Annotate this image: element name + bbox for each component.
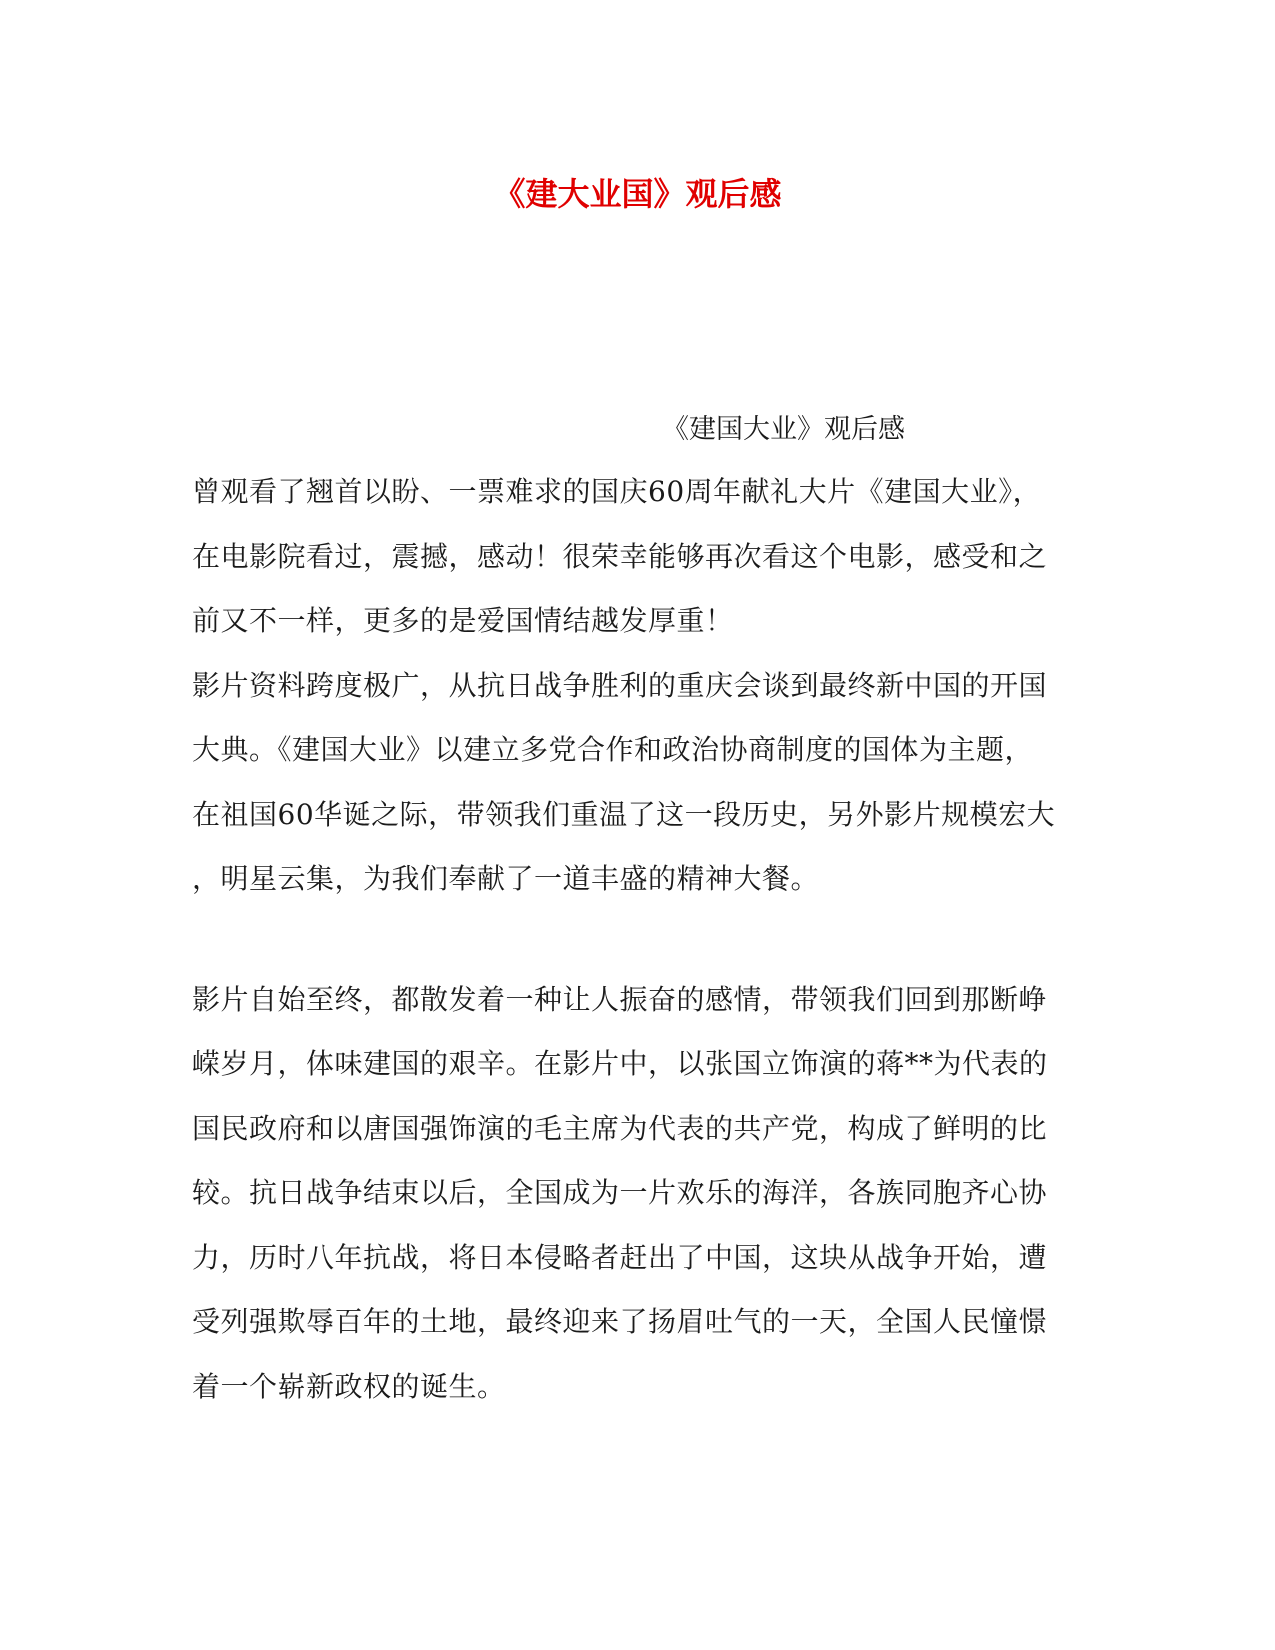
paragraph-line: 影片资料跨度极广，从抗日战争胜利的重庆会谈到最终新中国的开国 <box>192 668 1048 702</box>
paragraph-line: 在祖国60华诞之际，带领我们重温了这一段历史，另外影片规模宏大 <box>192 797 1056 831</box>
paragraph-line: 前又不一样，更多的是爱国情结越发厚重！ <box>192 604 734 637</box>
document-title: 《建大业国》观后感 <box>493 175 782 213</box>
paragraph-line: 嵘岁月，体味建国的艰辛。在影片中，以张国立饰演的蒋**为代表的 <box>192 1047 1048 1080</box>
paragraph-line: 影片自始至终，都散发着一种让人振奋的感情，带领我们回到那断峥 <box>192 982 1048 1016</box>
paragraph-line: 较。抗日战争结束以后，全国成为一片欢乐的海洋，各族同胞齐心协 <box>192 1176 1048 1209</box>
paragraph-line: 力，历时八年抗战，将日本侵略者赶出了中国，这块从战争开始，遭 <box>192 1240 1048 1274</box>
document-subtitle: 《建国大业》观后感 <box>662 414 905 445</box>
document-body <box>192 410 1072 1419</box>
paragraph-line: 大典。《建国大业》以建立多党合作和政治协商制度的国体为主题， <box>192 733 1034 766</box>
paragraph-line: 国民政府和以唐国强饰演的毛主席为代表的共产党，构成了鲜明的比 <box>192 1111 1048 1145</box>
paragraph-line: 着一个崭新政权的诞生。 <box>192 1369 506 1403</box>
paragraph-1 <box>192 460 1072 654</box>
paragraph-line: 受列强欺辱百年的土地，最终迎来了扬眉吐气的一天，全国人民憧憬 <box>192 1305 1048 1338</box>
paragraph-2 <box>192 654 1072 912</box>
paragraph-line: 曾观看了翘首以盼、一票难求的国庆60周年献礼大片《建国大业》， <box>192 475 1042 508</box>
paragraph-3 <box>192 968 1072 1420</box>
paragraph-line: 在电影院看过，震撼，感动！很荣幸能够再次看这个电影，感受和之 <box>192 539 1048 573</box>
paragraph-line: ，明星云集，为我们奉献了一道丰盛的精神大餐。 <box>192 862 820 895</box>
